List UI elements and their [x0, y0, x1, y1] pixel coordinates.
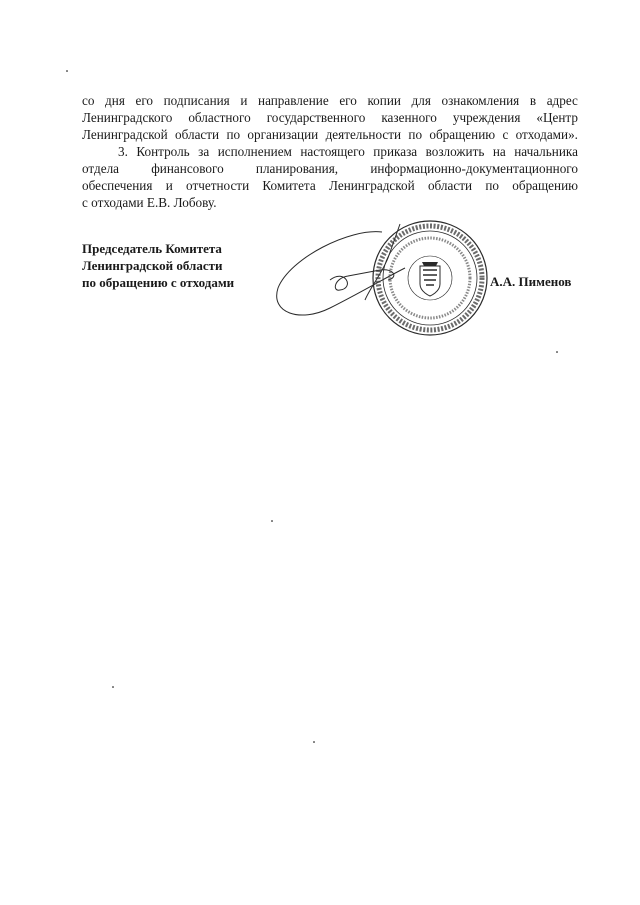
word: Ленинградской — [328, 178, 415, 193]
scan-speck — [112, 686, 114, 688]
word: его — [135, 93, 154, 108]
word: копии — [367, 93, 401, 108]
word: информационно-документационного — [370, 161, 578, 176]
word: по — [408, 127, 423, 142]
word: ознакомления — [441, 93, 520, 108]
word: дня — [105, 93, 125, 108]
word: отходами». — [515, 127, 578, 142]
word: казенного — [381, 110, 437, 125]
word: учреждения — [452, 110, 521, 125]
scan-speck — [66, 70, 68, 72]
signer-name: А.А. Пименов — [490, 274, 572, 289]
word: исполнением — [217, 144, 292, 159]
word: по — [226, 127, 241, 142]
word: со — [82, 93, 95, 108]
text-line — [82, 126, 578, 143]
word: организации — [247, 127, 319, 142]
word: возложить — [425, 144, 485, 159]
word: 3. — [118, 144, 128, 159]
word: «Центр — [536, 110, 578, 125]
word: Контроль — [136, 144, 190, 159]
word: отдела — [82, 161, 120, 176]
word: и — [240, 93, 248, 108]
signer-position — [82, 240, 234, 291]
seal-inner-ring — [383, 231, 477, 325]
word: области — [175, 127, 220, 142]
word: обращению — [429, 127, 496, 142]
word: его — [339, 93, 357, 108]
word: по — [485, 178, 499, 193]
word: обеспечения — [82, 178, 153, 193]
word: Комитета — [262, 178, 316, 193]
word: настоящего — [300, 144, 365, 159]
word: и — [165, 178, 173, 193]
word: областного — [188, 110, 251, 125]
word: государственного — [266, 110, 366, 125]
text-line — [82, 92, 578, 109]
word: Ленинградского — [82, 110, 173, 125]
scan-speck — [556, 351, 558, 353]
word: области — [427, 178, 473, 193]
word: направление — [258, 93, 329, 108]
scan-speck — [271, 520, 273, 522]
word: приказа — [373, 144, 418, 159]
word: планирования, — [255, 161, 339, 176]
word: подписания — [163, 93, 230, 108]
scan-speck — [313, 741, 315, 743]
signer-position-line: Ленинградской области — [82, 258, 223, 273]
coat-of-arms-icon — [420, 262, 440, 296]
word: с отходами Е.В. Лобову. — [82, 195, 217, 210]
word: с — [502, 127, 509, 142]
document-body — [82, 92, 578, 211]
text-line — [82, 160, 578, 177]
signer-position-line: по обращению с отходами — [82, 275, 235, 290]
word: начальника — [514, 144, 578, 159]
text-line — [82, 109, 578, 126]
word: деятельности — [325, 127, 402, 142]
text-line — [82, 143, 578, 160]
official-seal-with-signature — [270, 218, 500, 343]
word: финансового — [151, 161, 224, 176]
word: обращению — [512, 178, 578, 193]
word: Ленинградской — [82, 127, 168, 142]
signature-stroke — [277, 232, 405, 315]
word: на — [492, 144, 506, 159]
word: за — [198, 144, 210, 159]
signer-position-line: Председатель Комитета — [82, 241, 222, 256]
word: для — [411, 93, 431, 108]
word: адрес — [546, 93, 578, 108]
word: в — [529, 93, 537, 108]
word: отчетности — [186, 178, 250, 193]
text-line — [82, 177, 578, 194]
text-line — [82, 194, 578, 211]
